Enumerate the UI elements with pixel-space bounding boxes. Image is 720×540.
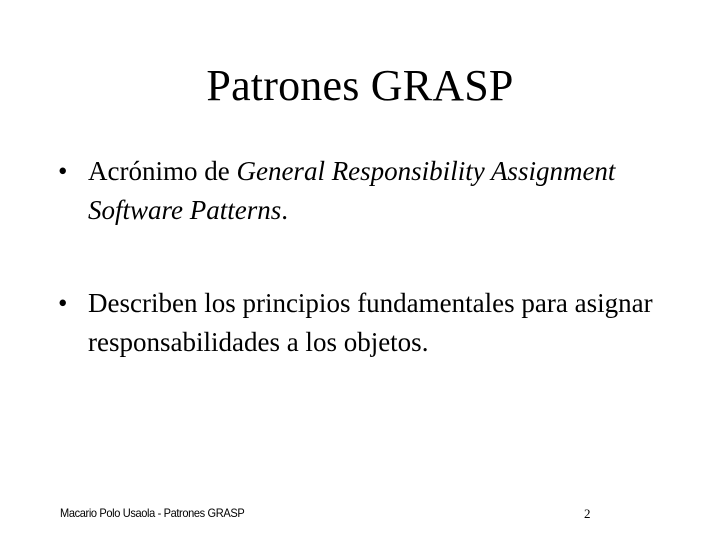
bullet-item — [58, 152, 678, 230]
bullet-item — [58, 284, 678, 362]
bullet-text — [58, 152, 678, 230]
footer-author: Macario Polo Usaola - Patrones GRASP — [60, 506, 245, 520]
bullet-emphasis: General Responsibility Assignment Software Patterns — [88, 156, 616, 225]
bullet-text: Describen los principios fundamentales para asignar responsabilidades a los objetos. — [88, 288, 653, 357]
page-number: 2 — [584, 506, 591, 521]
slide-title: Patrones GRASP — [206, 61, 514, 110]
bullet-prefix: Acrónimo de — [88, 156, 237, 186]
bullet-suffix: . — [281, 195, 288, 225]
bullet-marker: • — [58, 156, 68, 186]
bullet-marker: • — [58, 288, 68, 318]
